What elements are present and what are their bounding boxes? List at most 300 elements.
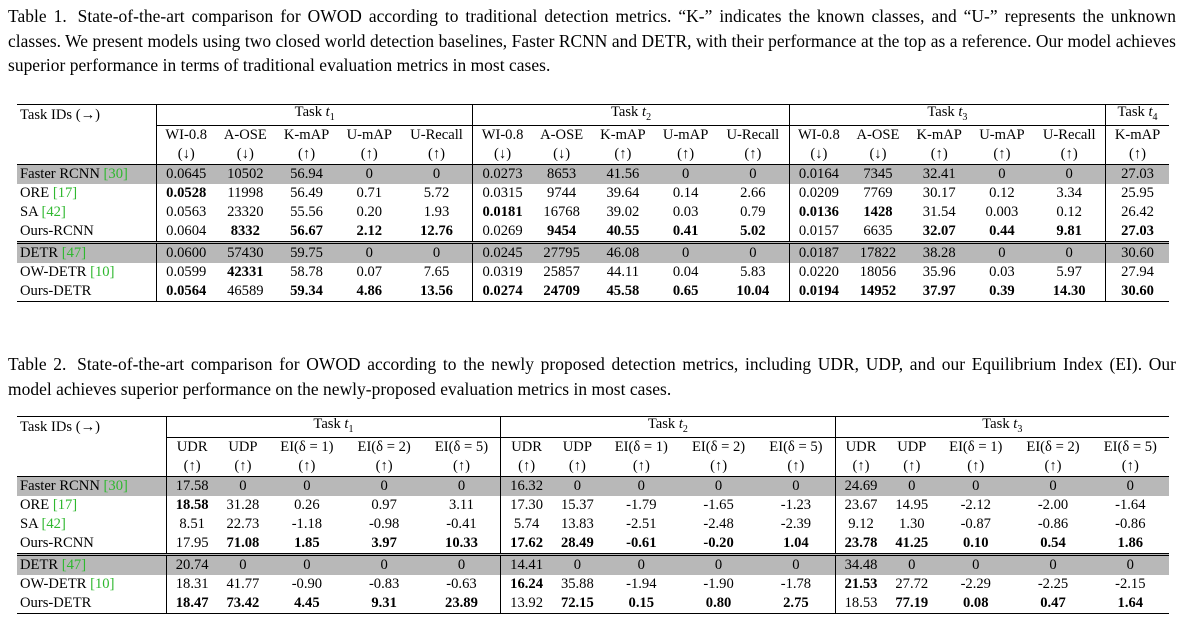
method-label: Faster RCNN [20, 477, 100, 494]
best-value: 28.49 [560, 534, 594, 551]
best-value: 30.60 [1121, 282, 1154, 299]
value-cell: 0.0599 [166, 263, 207, 280]
metric-header: K-mAP [908, 125, 971, 145]
value-cell [971, 282, 1034, 302]
best-value: 37.97 [922, 282, 956, 299]
value-cell [835, 534, 886, 555]
task-group-header [789, 105, 1105, 126]
value-cell: 0.0164 [789, 164, 848, 184]
value-cell [848, 203, 908, 222]
value-cell: -1.90 [703, 575, 734, 592]
table1-caption [8, 4, 1176, 78]
method-name [17, 515, 166, 534]
best-value: 71.08 [226, 534, 260, 551]
citation-link[interactable]: [10] [90, 575, 115, 592]
value-cell: 0.0187 [789, 242, 848, 263]
direction-arrow: (↑) [375, 457, 393, 474]
best-value: 16.24 [510, 575, 544, 592]
table2-caption-text: State-of-the-art comparison for OWOD according to the newly proposed detection metrics, including UDR, UDP, and our Equilibrium Index (EI). Our model achieves superior performance on the newly-proposed evaluation metrics in most cases. [8, 354, 1177, 399]
metric-header: EI(δ = 1) [937, 437, 1014, 457]
value-cell [717, 222, 789, 243]
value-cell: 44.11 [606, 263, 640, 280]
task-group-label: Task t [647, 416, 683, 432]
value-cell [501, 575, 552, 594]
value-cell [346, 594, 423, 614]
method-name [17, 242, 157, 263]
value-cell [218, 534, 269, 555]
metric-header: WI-0.8 [789, 125, 848, 145]
task-group-label: Task t [313, 416, 349, 432]
value-cell: 35.96 [922, 263, 956, 280]
citation-link[interactable]: [42] [41, 203, 66, 220]
best-value: 1.04 [783, 534, 809, 551]
table2-caption-label: Table 2. [8, 354, 67, 374]
table-row [17, 263, 1169, 282]
best-value: 42331 [227, 263, 264, 280]
value-cell: 15.37 [560, 496, 594, 513]
best-value: -0.61 [626, 534, 657, 551]
task-group-header [1106, 105, 1169, 126]
value-cell: 0.0273 [473, 164, 532, 184]
value-cell [937, 594, 1014, 614]
value-cell: 5.74 [513, 515, 540, 532]
direction-arrow: (↑) [183, 457, 201, 474]
value-cell: 27.94 [1121, 263, 1154, 280]
value-cell [835, 575, 886, 594]
value-cell: 31.28 [226, 496, 260, 513]
metric-header: EI(δ = 2) [346, 437, 423, 457]
value-cell: 3.11 [423, 496, 501, 515]
table1 [17, 104, 1169, 302]
task-group-index: 1 [329, 111, 335, 123]
best-value: 2.75 [783, 594, 809, 611]
value-cell [338, 222, 401, 243]
value-cell [592, 222, 655, 243]
value-cell: 1.93 [401, 203, 473, 222]
value-cell [789, 282, 848, 302]
value-cell: 0.0269 [482, 222, 523, 239]
value-cell: 55.56 [290, 203, 323, 220]
value-cell: 18056 [859, 263, 897, 280]
value-cell: 16.32 [501, 476, 552, 496]
metric-header: U-Recall [1033, 125, 1105, 145]
value-cell: 0.0245 [473, 242, 532, 263]
value-cell [473, 282, 532, 302]
best-value: 0.41 [672, 222, 699, 239]
best-value: 0.47 [1040, 594, 1066, 611]
method-label: ORE [20, 496, 50, 513]
value-cell: 0 [680, 476, 757, 496]
value-cell: -0.98 [368, 515, 400, 532]
value-cell: 6635 [863, 222, 893, 239]
best-value: 9.81 [1056, 222, 1082, 239]
value-cell: 0 [603, 476, 680, 496]
best-value: 0.0136 [798, 203, 839, 220]
value-cell: 0.0319 [482, 263, 523, 280]
best-value: 8332 [230, 222, 260, 239]
value-cell: -2.12 [960, 496, 991, 513]
best-value: 14952 [859, 282, 897, 299]
value-cell: 0 [654, 164, 717, 184]
value-cell: 0.71 [356, 184, 383, 201]
value-cell: 32.41 [908, 164, 971, 184]
value-cell: 0 [757, 554, 835, 575]
metric-header: EI(δ = 2) [1014, 437, 1091, 457]
value-cell: 26.42 [1121, 203, 1154, 220]
value-cell: 13.83 [560, 515, 594, 532]
best-value: 45.58 [606, 282, 640, 299]
direction-arrow: (↑) [632, 457, 650, 474]
value-cell: 56.49 [290, 184, 323, 201]
best-value: 18.58 [175, 496, 209, 513]
value-cell: 0.03 [672, 203, 699, 220]
value-cell: 7345 [848, 164, 908, 184]
citation-link[interactable]: [47] [61, 556, 87, 573]
best-value: 72.15 [560, 594, 594, 611]
value-cell [275, 222, 338, 243]
value-cell: 0.0220 [798, 263, 839, 280]
value-cell: -1.65 [703, 496, 734, 513]
method-label: Ours-DETR [20, 594, 92, 611]
value-cell: 0 [401, 242, 473, 263]
best-value: 23.78 [844, 534, 878, 551]
value-cell [501, 534, 552, 555]
method-label: SA [20, 515, 38, 532]
value-cell: 0 [1033, 164, 1105, 184]
corner-header: Task IDs (→) [17, 417, 166, 438]
direction-arrow: (↑) [717, 145, 789, 165]
value-cell: 0.12 [1033, 203, 1105, 222]
citation-link[interactable]: [30] [103, 165, 128, 182]
value-cell: -1.64 [1115, 496, 1146, 513]
value-cell: 0 [1092, 554, 1169, 575]
value-cell: 18.31 [175, 575, 209, 592]
direction-arrow: (↓) [810, 145, 828, 162]
value-cell: -1.94 [626, 575, 657, 592]
best-value: 0.44 [989, 222, 1015, 239]
value-cell [886, 594, 937, 614]
value-cell: 57430 [215, 242, 275, 263]
table-row [17, 184, 1169, 203]
table-row [17, 164, 1169, 184]
best-value: 56.67 [290, 222, 323, 239]
best-value: 0.0528 [166, 184, 207, 201]
value-cell: 0 [937, 554, 1014, 575]
direction-arrow: (↓) [553, 145, 571, 162]
direction-arrow: (↑) [967, 457, 985, 474]
best-value: 10.04 [736, 282, 770, 299]
value-cell: 8.51 [179, 515, 205, 532]
value-cell: -2.00 [1037, 496, 1069, 513]
value-cell: 0.07 [356, 263, 383, 280]
value-cell: 18.53 [835, 594, 886, 614]
table-row [17, 496, 1169, 515]
value-cell: 27795 [532, 242, 592, 263]
value-cell: 0.0600 [157, 242, 216, 263]
value-cell: 0 [346, 476, 423, 496]
citation-link[interactable]: [47] [61, 244, 87, 261]
value-cell [757, 534, 835, 555]
value-cell: 0.0563 [166, 203, 207, 220]
value-cell: 35.88 [560, 575, 594, 592]
value-cell: 9744 [547, 184, 577, 201]
value-cell: 27.03 [1106, 164, 1169, 184]
value-cell: -0.90 [291, 575, 323, 592]
corner-blank [17, 125, 157, 145]
best-value: 27.03 [1121, 222, 1154, 239]
best-value: 17.62 [510, 534, 544, 551]
metric-header: EI(δ = 1) [603, 437, 680, 457]
method-name [17, 496, 166, 515]
best-value: 0.0564 [166, 282, 207, 299]
task-group-index: 3 [962, 111, 968, 123]
value-cell: -1.23 [757, 496, 835, 515]
metric-header: EI(δ = 5) [757, 437, 835, 457]
method-name [17, 476, 166, 496]
value-cell: 0 [268, 476, 345, 496]
method-name [17, 184, 157, 203]
value-cell [268, 534, 345, 555]
value-cell [338, 282, 401, 302]
best-value: 40.55 [606, 222, 640, 239]
citation-link[interactable]: [17] [52, 496, 78, 513]
value-cell: 0 [401, 164, 473, 184]
best-value: 18.47 [175, 594, 209, 611]
value-cell [908, 282, 971, 302]
value-cell: -2.29 [960, 575, 991, 592]
value-cell: 17.58 [166, 476, 217, 496]
value-cell: 0 [757, 476, 835, 496]
table1-caption-label: Table 1. [8, 6, 67, 26]
direction-arrow: (↑) [568, 457, 586, 474]
value-cell: 0.20 [356, 203, 383, 220]
metric-header: WI-0.8 [157, 125, 216, 145]
value-cell: -2.48 [703, 515, 734, 532]
value-cell [157, 184, 216, 203]
direction-arrow: (↑) [360, 145, 378, 162]
method-name [17, 554, 166, 575]
value-cell [680, 594, 757, 614]
value-cell: 27.72 [895, 575, 929, 592]
table2-caption [8, 352, 1176, 401]
best-value: 4.86 [356, 282, 383, 299]
metric-header: K-mAP [275, 125, 338, 145]
value-cell: 46.08 [592, 242, 655, 263]
task-group-label: Task t [1117, 104, 1153, 120]
best-value: 10.33 [445, 534, 478, 551]
best-value: 21.53 [844, 575, 878, 592]
value-cell: -0.63 [423, 575, 501, 594]
task-group-index: 3 [1017, 423, 1023, 435]
metric-header: UDR [501, 437, 552, 457]
table-row [17, 515, 1169, 534]
best-value: 3.97 [371, 534, 397, 551]
value-cell: 0 [886, 554, 937, 575]
direction-arrow: (↓) [236, 145, 254, 162]
value-cell: -2.15 [1115, 575, 1146, 592]
task-group-label: Task t [982, 416, 1018, 432]
task-group-index: 4 [1152, 111, 1158, 123]
best-value: 4.45 [294, 594, 320, 611]
value-cell [218, 594, 269, 614]
value-cell: 25.95 [1121, 184, 1154, 201]
value-cell [268, 594, 345, 614]
value-cell: -2.39 [757, 515, 835, 534]
direction-arrow: (↑) [234, 457, 252, 474]
method-label: Ours-RCNN [20, 222, 94, 239]
value-cell [908, 222, 971, 243]
table-row [17, 476, 1169, 496]
task-group-index: 2 [646, 111, 652, 123]
metric-header: A-OSE [215, 125, 275, 145]
citation-link[interactable]: [42] [41, 515, 66, 532]
direction-arrow: (↑) [298, 457, 316, 474]
task-group-label: Task t [294, 104, 330, 120]
value-cell: 7769 [863, 184, 893, 201]
best-value: 9.31 [371, 594, 397, 611]
value-cell [592, 282, 655, 302]
table1-caption-text: State-of-the-art comparison for OWOD according to traditional detection metrics. “K-” indicates the known classes, and “U-” represents the unknown classes. We present models using two closed world detection baselines, Faster RCNN and DETR, with their performance at the top as a reference. Our model achieves superior performance in terms of traditional evaluation metrics in most cases. [8, 6, 1176, 75]
best-value: 9454 [547, 222, 577, 239]
value-cell: 0 [1092, 476, 1169, 496]
value-cell: 0 [218, 476, 269, 496]
task-group-header [835, 417, 1169, 438]
metric-header: UDP [886, 437, 937, 457]
task-group-header [166, 417, 500, 438]
value-cell [275, 282, 338, 302]
direction-arrow: (↑) [757, 457, 835, 477]
value-cell: 0 [1014, 476, 1091, 496]
value-cell: 39.02 [606, 203, 640, 220]
method-label: OW-DETR [20, 575, 87, 592]
method-name [17, 203, 157, 222]
value-cell [157, 282, 216, 302]
value-cell: -2.25 [1037, 575, 1069, 592]
table-row [17, 222, 1169, 243]
task-group-header [501, 417, 835, 438]
metric-header: U-mAP [654, 125, 717, 145]
value-cell [1092, 534, 1169, 555]
method-name [17, 575, 166, 594]
value-cell [552, 594, 603, 614]
direction-arrow: (↑) [1121, 457, 1139, 474]
value-cell: 17822 [848, 242, 908, 263]
method-name [17, 164, 157, 184]
table-row [17, 594, 1169, 614]
value-cell: 0 [680, 554, 757, 575]
value-cell: 0 [937, 476, 1014, 496]
direction-arrow: (↑) [423, 457, 501, 477]
best-value: 1.85 [294, 534, 320, 551]
method-name [17, 534, 166, 555]
value-cell: 0 [971, 242, 1034, 263]
value-cell [166, 496, 217, 515]
value-cell: 10502 [215, 164, 275, 184]
value-cell: 23.67 [844, 496, 878, 513]
corner-blank [17, 457, 166, 477]
value-cell: 0.0157 [798, 222, 839, 239]
value-cell: 56.94 [275, 164, 338, 184]
value-cell: 0.03 [989, 263, 1015, 280]
method-label: DETR [20, 244, 59, 261]
direction-arrow: (↑) [1129, 145, 1147, 162]
table-row [17, 534, 1169, 555]
value-cell: 39.64 [606, 184, 640, 201]
metric-header: U-Recall [401, 125, 473, 145]
metric-header: A-OSE [848, 125, 908, 145]
metric-header: U-Recall [717, 125, 789, 145]
direction-arrow: (↓) [494, 145, 512, 162]
value-cell: 7.65 [401, 263, 473, 282]
value-cell: 24.69 [835, 476, 886, 496]
value-cell [603, 594, 680, 614]
value-cell: 13.92 [501, 594, 552, 614]
value-cell: 14.95 [895, 496, 929, 513]
value-cell: 5.97 [1033, 263, 1105, 282]
value-cell: 0 [552, 554, 603, 575]
method-label: DETR [20, 556, 59, 573]
value-cell: 0 [552, 476, 603, 496]
value-cell [346, 534, 423, 555]
method-label: SA [20, 203, 38, 220]
value-cell [717, 282, 789, 302]
value-cell [532, 282, 592, 302]
metric-header: K-mAP [592, 125, 655, 145]
task-group-label: Task t [927, 104, 963, 120]
direction-arrow: (↑) [993, 145, 1011, 162]
value-cell: 0 [338, 164, 401, 184]
citation-link[interactable]: [30] [103, 477, 128, 494]
direction-arrow: (↑) [298, 145, 316, 162]
best-value: 0.08 [962, 594, 989, 611]
value-cell: -2.51 [626, 515, 657, 532]
method-name [17, 282, 157, 302]
value-cell: 0.12 [989, 184, 1015, 201]
method-name [17, 263, 157, 282]
table-row [17, 575, 1169, 594]
value-cell [1106, 222, 1169, 243]
value-cell [473, 203, 532, 222]
value-cell: -1.18 [291, 515, 323, 532]
direction-arrow: (↑) [614, 145, 632, 162]
value-cell: 0 [218, 554, 269, 575]
method-name [17, 222, 157, 243]
method-label: ORE [20, 184, 50, 201]
value-cell: 20.74 [166, 554, 217, 575]
best-value: 1.64 [1117, 594, 1144, 611]
value-cell: 2.66 [717, 184, 789, 203]
value-cell: 25857 [543, 263, 580, 280]
value-cell: 38.28 [908, 242, 971, 263]
best-value: 32.07 [922, 222, 956, 239]
value-cell [552, 534, 603, 555]
citation-link[interactable]: [17] [52, 184, 78, 201]
direction-arrow: (↑) [852, 457, 870, 474]
best-value: 23.89 [445, 594, 478, 611]
metric-header: A-OSE [532, 125, 592, 145]
citation-link[interactable]: [10] [90, 263, 115, 280]
best-value: 0.54 [1040, 534, 1066, 551]
metric-header: UDR [835, 437, 886, 457]
task-group-index: 1 [348, 423, 354, 435]
value-cell: 22.73 [226, 515, 260, 532]
task-group-label: Task t [611, 104, 647, 120]
value-cell: 9.12 [848, 515, 874, 532]
best-value: 0.0181 [482, 203, 523, 220]
metric-header: K-mAP [1106, 125, 1169, 145]
value-cell: 59.75 [275, 242, 338, 263]
value-cell: -0.41 [423, 515, 501, 534]
